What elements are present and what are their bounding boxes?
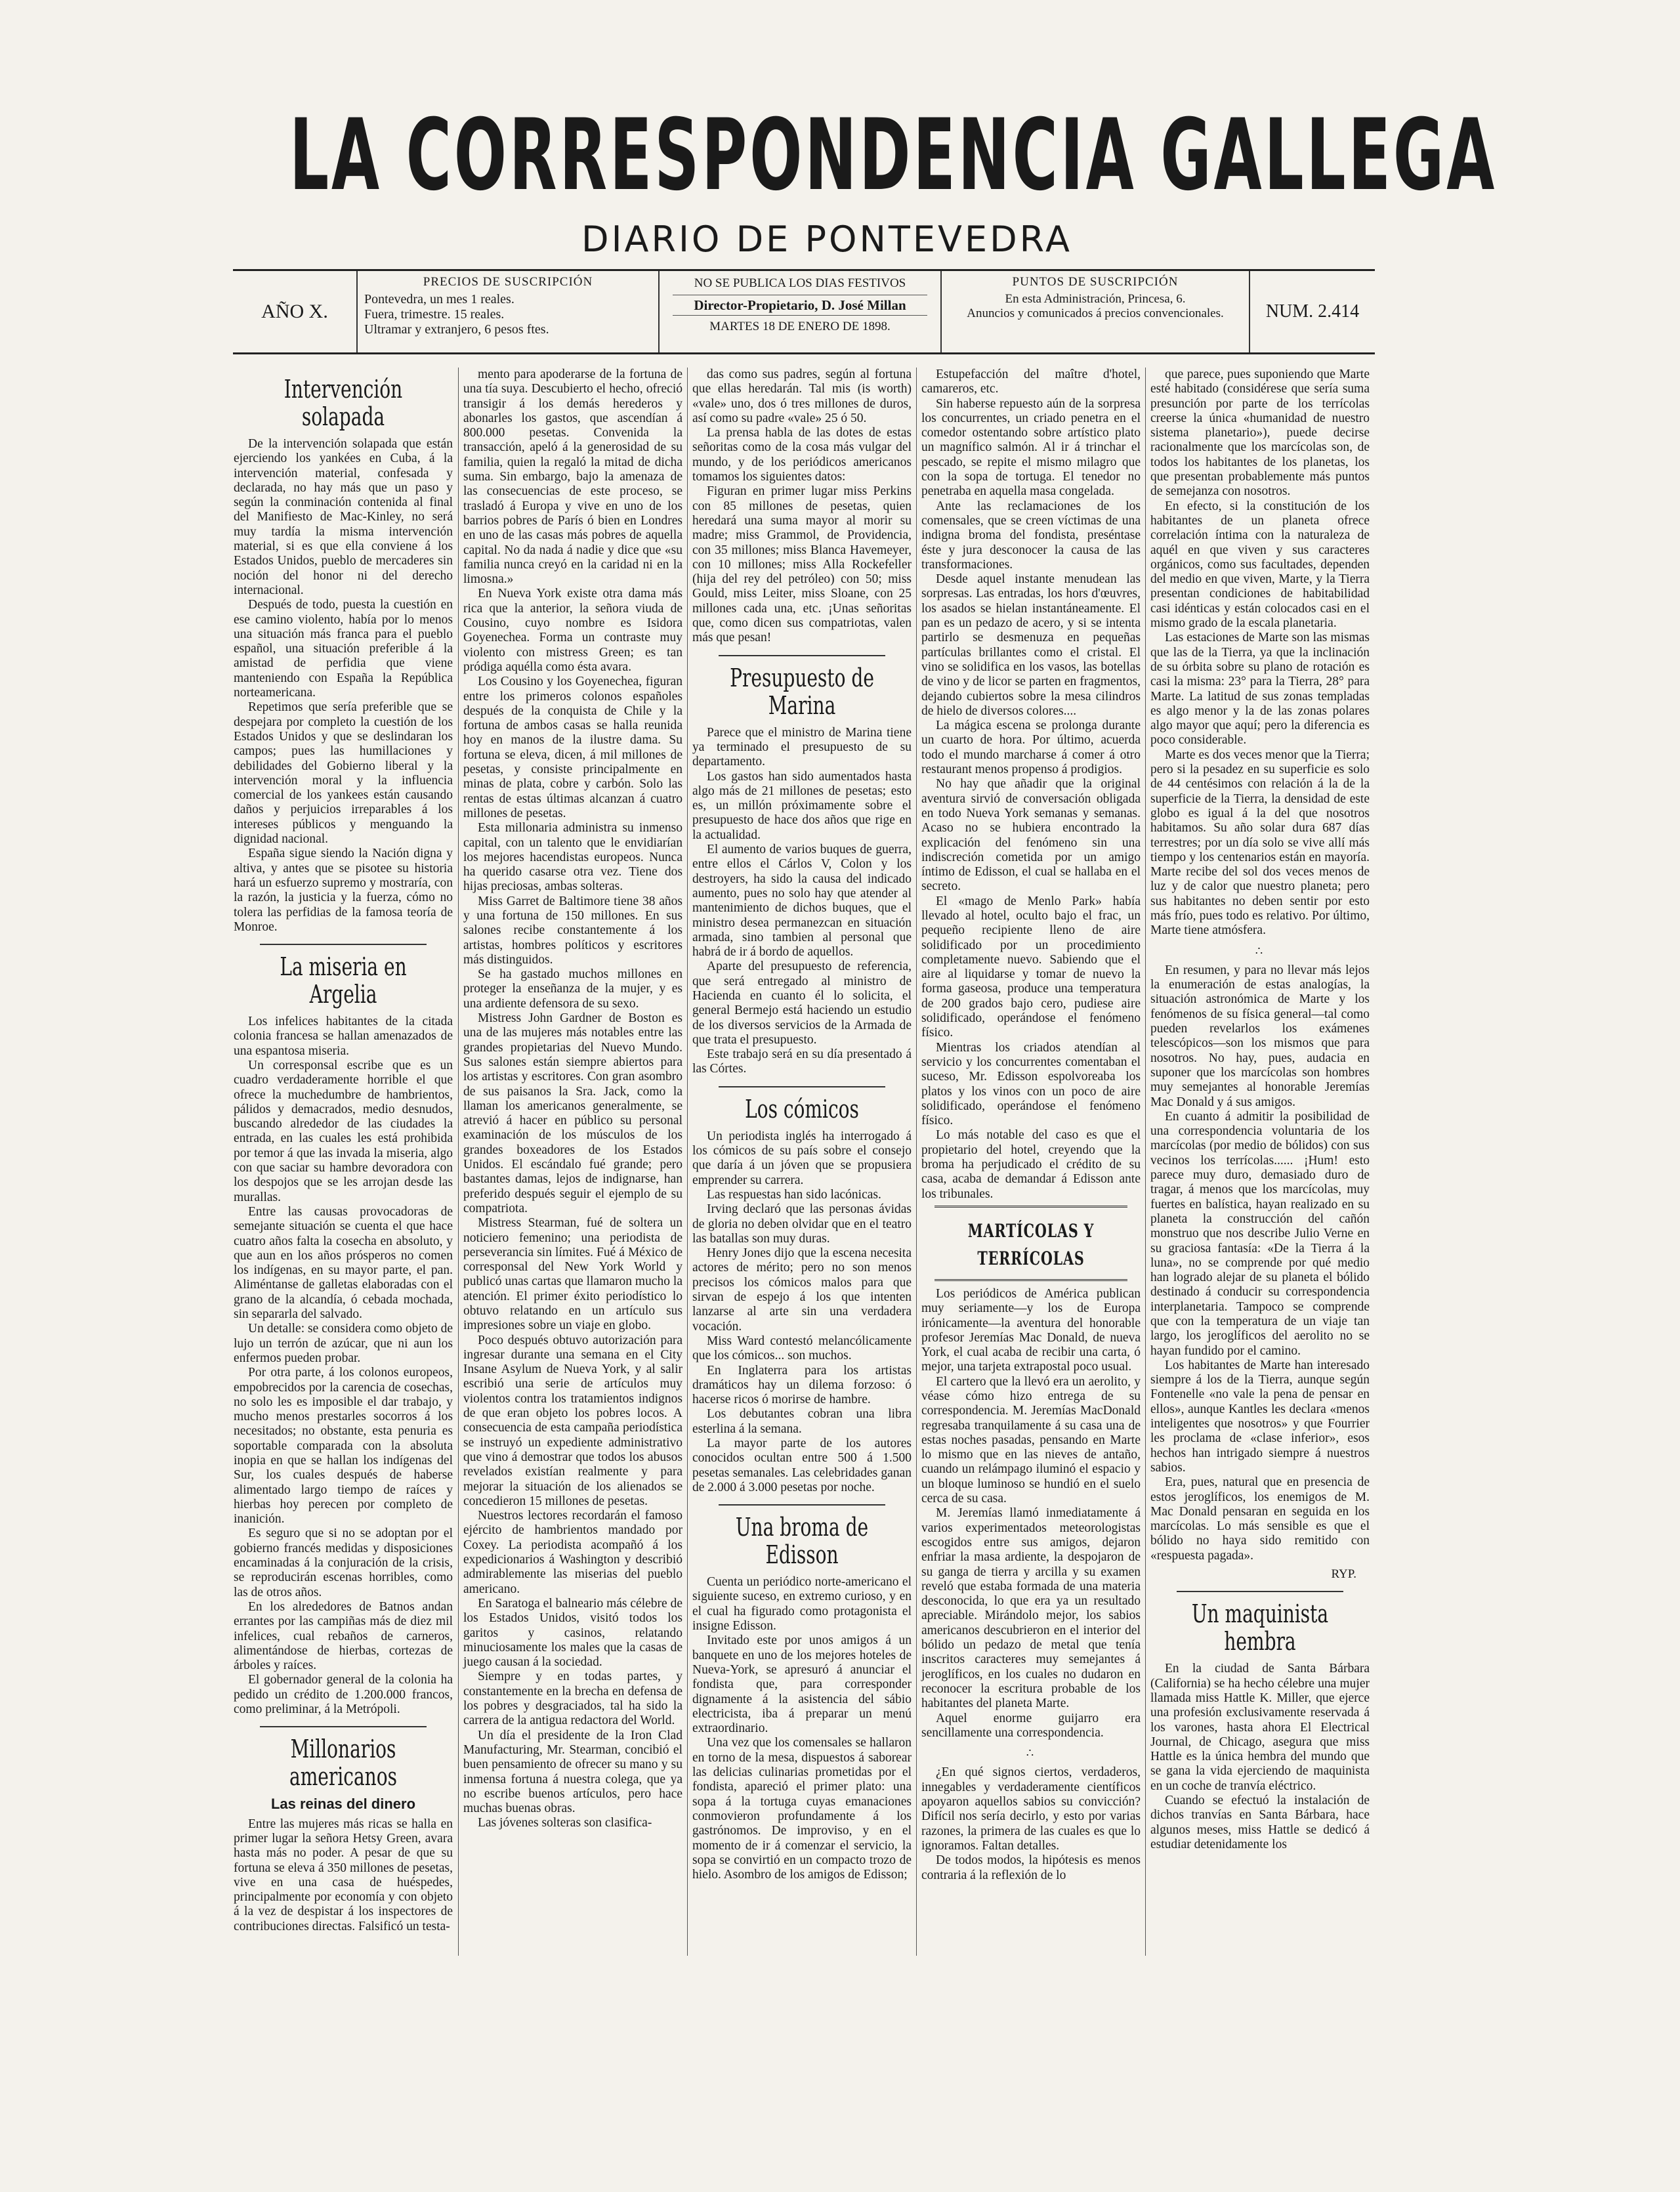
masthead xyxy=(289,98,1498,213)
subscription-points xyxy=(942,271,1250,352)
paragraph: ¿En qué signos ciertos, verdaderos, innegables y verdaderamente científicos apoyaron aquellos sabios su convicción? Difícil nos sería decirlo, y esto por varias razones, la primera de las cuales es que lo ignoramos. Faltan detalles. xyxy=(921,1765,1141,1853)
paragraph: El cartero que la llevó era un aerolito, y véase cómo hizo entrega de su correspondencia. M. Jeremías MacDonald regresaba tranquilamente á su casa una de estas noches pasadas, pensando en Marte lo mismo que en las nieves de antaño, cuando un relámpago iluminó el espacio y un bloque luminoso se hundió en el suelo cerca de su casa. xyxy=(921,1374,1141,1506)
paragraph: El «mago de Menlo Park» había llevado al hotel, oculto bajo el frac, un pequeño recipiente lleno de aire solidificado por un procedimiento completamente nuevo. Sabiendo que el aire al liquidarse y tomar de nuevo la forma gaseosa, produce una temperatura de 200 grados bajo cero, pudiese aire solidificado, operándose el fenómeno físico. xyxy=(921,894,1141,1040)
asterism-icon: ∴ xyxy=(1026,1746,1036,1760)
paragraph: Marte es dos veces menor que la Tierra; pero si la pesadez en su superficie es solo de 44 centésimos con relación á la de la superficie de la Tierra, la densidad de este globo es igual á la del que nosotros habitamos. Su año solar dura 687 días terrestres; por un día solo se vive allí más tiempo y los centenarios están en mayoría. Marte recibe del sol dos veces menos de luz y de calor que nuestro planeta; pero sus habitantes no deben sentir por esto más frío, pues todo es relativo. Por último, Marte tiene atmósfera. xyxy=(1150,748,1370,938)
paragraph: Aparte del presupuesto de referencia, que será entregado al ministro de Hacienda en cuanto él lo solicita, el general Bermejo está haciendo un estudio de los diversos servicios de la Armada de que trata el presupuesto. xyxy=(692,959,912,1047)
paragraph: Ante las reclamaciones de los comensales, que se creen víctimas de una indigna broma del fondista, preséntase éste y jura desconocer la causa de las transformaciones. xyxy=(921,499,1141,572)
headline-millonarios: Millonarios americanos xyxy=(289,1735,397,1792)
issue-date: MARTES 18 DE ENERO DE 1898. xyxy=(709,320,891,333)
paragraph: mento para apoderarse de la fortuna de una tía suya. Descubierto el hecho, ofreció transigir á los demás herederos y abonarles los gastos, que ascendían á 800.000 pesetas. Convenida la transacción, apeló á la generosidad de su familia, quien la regaló la mitad de dicha suma. Sin embargo, bajo la amenaza de las consecuencias de este proceso, se trasladó á Europa y vive en uno de los barrios pobres de París ó bien en Londres en uno de las casas más pobres de aquella capital. No da nada á nadie y dice que «su familia nunca creyó en la caridad ni en la limosna.» xyxy=(463,368,682,587)
headline-maquinista-hembra: Un maquinista hembra xyxy=(1191,1599,1329,1656)
paragraph: Estupefacción del maître d'hotel, camareros, etc. xyxy=(921,368,1141,396)
paragraph: No hay que añadir que la original aventura sirvió de conversación obligada en todo Nueva York semanas y semanas. Acaso no se hubiera encontrado la explicación del fenómeno sin una indiscreción cometida por un amigo íntimo de Edisson, el cual se hallaba en el secreto. xyxy=(921,777,1141,894)
no-festivos-notice: NO SE PUBLICA LOS DIAS FESTIVOS xyxy=(694,276,906,290)
newspaper-title: LA CORRESPONDENCIA GALLEGA xyxy=(289,98,1498,213)
headline-intervencion: Intervención solapada xyxy=(284,375,403,431)
column-4 xyxy=(921,368,1141,1956)
column-rule xyxy=(1145,368,1146,1956)
paragraph: De la intervención solapada que están ejerciendo los yankées en Cuba, á la intervención material, confesada y declarada, no hay más que un paso y según la conminación contenida al final del Manifiesto de Mac-Kinley, no será muy tardía la misma intervención material, si es que ella conviene á los Estados Unidos, pueblo de mercaderes sin noción del honor ni del derecho internacional. xyxy=(234,437,453,597)
paragraph: En Nueva York existe otra dama más rica que la anterior, la señora viuda de Cousino, cuyo nombre es Isidora Goyenechea. Forma un contraste muy violento con mistress Green; es tan pródiga aquélla como ésta avara. xyxy=(463,587,682,674)
paragraph: En cuanto á admitir la posibilidad de una correspondencia voluntaria de los marcícolas (por medio de bólidos) con sus vecinos los terrícolas...... ¡Hum! esto parece muy duro, demasiado duro de tragar, á menos que los marcícolas, muy fuertes en balística, hayan realizado en su planeta la construcción del cañón monstruo que nos describe Julio Verne en su graciosa fantasía: «De la Tierra á la luna», no se comprende por qué medio han logrado alejar de su planeta el bólido destinado á conducir su correspondencia interplanetaria. Tampoco se comprende que con la temperatura de un viaje tan largo, los jeroglíficos del aerolito no se hayan fundido por el camino. xyxy=(1150,1109,1370,1358)
paragraph: Parece que el ministro de Marina tiene ya terminado el presupuesto de su departamento. xyxy=(692,725,912,769)
paragraph: Lo más notable del caso es que el propietario del hotel, creyendo que la broma ha perjudicado el crédito de su casa, acaba de demandar á Edisson ante los tribunales. xyxy=(921,1128,1141,1201)
headline-marticolas: MARTÍCOLAS Y TERRÍCOLAS xyxy=(967,1219,1095,1269)
paragraph: das como sus padres, según al fortuna que ellas heredarán. Tal mis (is worth) «vale» uno, dos ó tres millones de duros, así como su padre «vale» 25 ó 50. xyxy=(692,368,912,425)
paragraph: Nuestros lectores recordarán el famoso ejército de hambrientos mandado por Coxey. La periodista acompañó á los expedicionarios á Washington y describió admirablemente las miserias del pueblo americano. xyxy=(463,1509,682,1596)
column-rule xyxy=(458,368,459,1956)
paragraph: La prensa habla de las dotes de estas señoritas como de la cosa más vulgar del mundo, y de los periódicos americanos tomamos los siguientes datos: xyxy=(692,426,912,484)
paragraph: La mayor parte de los autores conocidos ocultan entre 500 á 1.500 pesetas semanales. Las celebridades ganan de 2.000 á 3.000 pesetas por noche. xyxy=(692,1437,912,1494)
column-3 xyxy=(692,368,912,1956)
divider xyxy=(934,1279,1127,1283)
paragraph: Un día el presidente de la Iron Clad Manufacturing, Mr. Stearman, concibió el buen pensamiento de ofrecer su mano y su inmensa fortuna á nuestra colega, que ya no escribe buenos artículos, pero hace muchas buenas obras. xyxy=(463,1728,682,1816)
year-label: AÑO X. xyxy=(233,271,358,352)
paragraph: Los periódicos de América publican muy seriamente—y los de Europa irónicamente—la aventura del honorable profesor Jeremías Mac Donald, de nueva York, el cual acaba de recibir una carta, ó mejor, una tarjeta extrapostal poco usual. xyxy=(921,1286,1141,1374)
paragraph: Un periodista inglés ha interrogado á los cómicos de su país sobre el consejo que daría á un jóven que se propusiera emprender su carrera. xyxy=(692,1129,912,1187)
paragraph: Mistress Stearman, fué de soltera un noticiero femenino; una periodista de perseverancia sin límites. Fué á México de corresponsal del New York World y publicó unas cartas que llamaron mucho la atención. El primer éxito periodístico lo obtuvo relatando en un artículo sus impresiones sobre un viaje en globo. xyxy=(463,1216,682,1333)
paragraph: Figuran en primer lugar miss Perkins con 85 millones de pesetas, quien heredará una suma mayor al morir su madre; miss Grammol, de Providencia, con 35 millones; miss Blanca Havemeyer, con 10 millones; miss Alla Rockefeller (hija del rey del petróleo) con 50; miss Gould, miss Leiter, miss Sloane, con 25 millones cada una, etc. ¡Unas señoritas que, como dicen sus compatriotas, valen más que pesan! xyxy=(692,484,912,645)
paragraph: En Saratoga el balneario más célebre de los Estados Unidos, visitó todos los garitos y casinos, relatando minuciosamente los males que la casas de juego causan á la sociedad. xyxy=(463,1596,682,1670)
subheadline-reinas-dinero: Las reinas del dinero xyxy=(270,1796,416,1813)
paragraph: Las jóvenes solteras son clasifica- xyxy=(478,1816,652,1830)
info-bar xyxy=(233,269,1375,354)
paragraph: En resumen, y para no llevar más lejos la enumeración de estas analogías, la situación astronómica de Marte y los fenómenos de su física general—tal como pueden revelarlos los exámenes telescópicos—son los mismos que para nosotros. No hay, pues, audacia en suponer que los marcícolas son hombres muy semejantes al honorable Jeremías Mac Donald y á sus amigos. xyxy=(1150,963,1370,1109)
paragraph: Los debutantes cobran una libra esterlina á la semana. xyxy=(692,1407,912,1436)
paragraph: España sigue siendo la Nación digna y altiva, y antes que se pisotee su historia hará un esfuerzo supremo y mostraría, con la razón, la justicia y la fuerza, cómo no tolera las perfidias de la famosa teoría de Monroe. xyxy=(234,847,453,934)
paragraph: Entre las mujeres más ricas se halla en primer lugar la señora Hetsy Green, avara hasta más no poder. A pesar de que su fortuna se eleva á 350 millones de pesetas, vive en una casa de huéspedes, principalmente por economía y con objeto á la vez de despistar á los inspectores de contribuciones directas. Falsificó un testa- xyxy=(234,1817,453,1933)
column-rule xyxy=(687,368,688,1956)
paragraph: Aquel enorme guijarro era sencillamente una correspondencia. xyxy=(921,1711,1141,1740)
paragraph: De todos modos, la hipótesis es menos contraria á la reflexión de lo xyxy=(921,1853,1141,1882)
column-2 xyxy=(463,368,682,1956)
divider xyxy=(719,1504,885,1506)
paragraph: Después de todo, puesta la cuestión en ese camino violento, había por lo menos una situación más franca para el pueblo español, una situación preferible á la amistad de perfidia que viene manteniendo con España la República norteamericana. xyxy=(234,598,453,700)
paragraph: Un corresponsal escribe que es un cuadro verdaderamente horrible el que ofrece la muchedumbre de hambrientos, pálidos y demacrados, medio desnudos, buscando alrededor de las ciudades la entrada, en las cuales les está prohibida por temor á que las invada la miseria, algo con que saciar su hambre devoradora con los despojos que se les arrojan desde las murallas. xyxy=(234,1058,453,1204)
column-5 xyxy=(1150,368,1370,1956)
paragraph: Cuando se efectuó la instalación de dichos tranvías en Santa Bárbara, hace algunos meses, miss Hattle se dedicó á estudiar detenidamente los xyxy=(1150,1794,1370,1851)
headline-broma-edisson: Una broma de Edisson xyxy=(735,1513,869,1570)
director-line: Director-Propietario, D. José Millan xyxy=(673,295,927,316)
paragraph: Esta millonaria administra su inmenso capital, con un talento que le envidiarían los mejores hacendistas europeos. Nunca ha querido casarse otra vez. Tiene dos hijas preciosas, ambas solteras. xyxy=(463,821,682,894)
paragraph: En Inglaterra para los artistas dramáticos hay un dilema forzoso: ó hacerse ricos ó morirse de hambre. xyxy=(692,1363,912,1407)
points-heading: PUNTOS DE SUSCRIPCIÓN xyxy=(1012,275,1179,289)
subscription-prices xyxy=(358,271,660,352)
paragraph: Henry Jones dijo que la escena necesita actores de mérito; pero no son menos precisos los cómicos malos para que sirvan de espejo á los que intenten lanzarse al arte sin una verdadera vocación. xyxy=(692,1246,912,1334)
headline-comicos: Los cómicos xyxy=(745,1094,859,1124)
paragraph: El gobernador general de la colonia ha pedido un crédito de 1.200.000 francos, como preliminar, á la Metrópoli. xyxy=(234,1673,453,1717)
paragraph: Poco después obtuvo autorización para ingresar durante una semana en el City Insane Asylum de Nueva York, y al salir escribió una serie de artículos muy violentos contra los tratamientos indignos de que eran objeto los pobres locos. A consecuencia de esta campaña periodística se instruyó un expediente administrativo que vino á demostrar que todos los abusos revelados existían realmente y para mejorar la situación de los alienados se concedieron 15 millones de pesetas. xyxy=(463,1333,682,1508)
divider xyxy=(260,1726,427,1727)
paragraph: En la ciudad de Santa Bárbara (California) se ha hecho célebre una mujer llamada miss Hattle K. Miller, que ejerce una profesión exclusivamente reservada á los varones, hasta ahora El Electrical Journal, de Chicago, asegura que miss Hattle es la única hembra del mundo que se gana la vida ejerciendo de maquinista en un coche de tranvía eléctrico. xyxy=(1150,1662,1370,1793)
price-line: Pontevedra, un mes 1 reales. xyxy=(364,292,514,306)
column-rule xyxy=(916,368,917,1956)
paragraph: Miss Garret de Baltimore tiene 38 años y una fortuna de 150 millones. En sus salones recibe constantemente á los artistas, hombres políticos y escritores más distinguidos. xyxy=(463,894,682,967)
paragraph: Las respuestas han sido lacónicas. xyxy=(707,1187,881,1202)
headline-miseria-argelia: La miseria en Argelia xyxy=(280,952,407,1009)
prices-heading: PRECIOS DE SUSCRIPCIÓN xyxy=(423,275,593,289)
paragraph: Los gastos han sido aumentados hasta algo más de 21 millones de pesetas; esto es, un millón próximamente sobre el presupuesto de hace dos años que rige en la actualidad. xyxy=(692,769,912,842)
paragraph: La mágica escena se prolonga durante un cuarto de hora. Por último, acuerda todo el mundo marcharse á comer á otro restaurant menos propenso á prodigios. xyxy=(921,719,1141,777)
asterism-icon: ∴ xyxy=(1255,944,1265,958)
paragraph: Es seguro que si no se adoptan por el gobierno francés medidas y disposiciones encaminadas á la conjuración de la crisis, se reproducirán escenas horribles, como las de otros años. xyxy=(234,1527,453,1599)
column-1 xyxy=(234,368,453,1956)
divider xyxy=(719,1086,885,1087)
divider xyxy=(260,944,427,945)
paragraph: Mientras los criados atendían al servicio y los concurrentes comentaban el suceso, Mr. Edisson espolvoreaba los platos y los vinos con un poco de aire solidificado, operándose el fenómeno físico. xyxy=(921,1040,1141,1128)
paragraph: Desde aquel instante menudean las sorpresas. Las entradas, los hors d'œuvres, los asados se hielan instantáneamente. El pan es un pedazo de acero, y si se intenta partirlo se desmenuza en pequeñas partículas brillantes como el cristal. El vino se solidifica en los vasos, las botellas de vino y de licor se parten en fragmentos, dejando cubiertos sobre la mesa cilindros de hielo de diversos colores.... xyxy=(921,572,1141,718)
paragraph: El aumento de varios buques de guerra, entre ellos el Cárlos V, Colon y los destroyers, ha sido la causa del indicado aumento, pues no solo hay que atender al mantenimiento de dichos buques, que el ministro desea permanezcan en situación armada, sino tambien al personal que habrá de ir á bordo de aquellos. xyxy=(692,843,912,959)
paragraph: Invitado este por unos amigos á un banquete en uno de los mejores hoteles de Nueva-York, se apresuró á anunciar el fondista que, para corresponder dignamente á la asistencia del sábio electricista, iba á preparar un menú extraordinario. xyxy=(692,1633,912,1736)
price-line: Ultramar y extranjero, 6 pesos ftes. xyxy=(364,322,549,337)
paragraph: que parece, pues suponiendo que Marte esté habitado (considérese que sería suma presunción por parte de los terrícolas creerse la única «humanidad de nuestro sistema planetario»), puede decirse racionalmente que los marcícolas son, de todos los habitantes de los planetas, los que presentan probablemente más puntos de semejanza con nosotros. xyxy=(1150,368,1370,499)
paragraph: Se ha gastado muchos millones en proteger la enseñanza de la mujer, y es una ardiente defensora de su sexo. xyxy=(463,967,682,1011)
paragraph: Repetimos que sería preferible que se despejara por completo la cuestión de los Estados Unidos y que se deslindaran los campos; pues las humillaciones y debilidades del Gobierno liberal y la intervención moral y la influencia comercial de los yankees están causando daños y perjuicios irreparables á los intereses públicos y menguando la dignidad nacional. xyxy=(234,700,453,847)
paragraph: Irving declaró que las personas ávidas de gloria no deben olvidar que en el teatro las batallas son muy duras. xyxy=(692,1202,912,1246)
paragraph: En efecto, si la constitución de los habitantes de un planeta ofrece correlación íntima con la naturaleza de aquél en que viven y sus caracteres orgánicos, como sus facultades, dependen del medio en que viven, Marte, y la Tierra presentan condiciones de habitabilidad casi idénticas y están colocados casi en el mismo grado de la escala planetaria. xyxy=(1150,499,1370,631)
points-line: En esta Administración, Princesa, 6. xyxy=(1005,292,1186,306)
paragraph: Los habitantes de Marte han interesado siempre á los de la Tierra, aunque según Fontenelle «no vale la pena de pensar en ellos», aunque Kantles les declara «menos inteligentes que nosotros» y que Fourrier les proclama de «clase inferior», esos hechos han intrigado siempre á nuestros sabios. xyxy=(1150,1358,1370,1475)
issue-number: NUM. 2.414 xyxy=(1265,301,1360,322)
paragraph: Los Cousino y los Goyenechea, figuran entre los primeros colonos españoles después de la conquista de Chile y la fortuna de ambos casas se halla reunida hoy en manos de la ilustre dama. Su fortuna se eleva, dicen, á mil millones de pesetas, y consiste principalmente en minas de plata, cobre y carbón. Solo las rentas de estas últimas alcanzan á cuatro millones de pesetas. xyxy=(463,675,682,820)
divider xyxy=(1177,1591,1343,1592)
paragraph: Entre las causas provocadoras de semejante situación se cuenta el que hace cuatro años falta la cosecha en absoluto, y que aun en los años prósperos no comen los indígenas, en su mayor parte, el pan. Aliméntanse de galletas elaboradas con el grano de la alcandía, ó cebada mochada, sin separarla del salvado. xyxy=(234,1204,453,1322)
paragraph: En los alrededores de Batnos andan errantes por las campiñas más de diez mil infelices, cual rebaños de carneros, alimentándose de hierbas, cortezas de árboles y raíces. xyxy=(234,1599,453,1673)
paragraph: Los infelices habitantes de la citada colonia francesa se hallan amenazados de una espantosa miseria. xyxy=(234,1015,453,1058)
article-columns xyxy=(230,368,1372,1956)
publication-info xyxy=(660,271,942,352)
paragraph: Siempre y en todas partes, y constantemente en la brecha en defensa de los pobres y desgraciados, tal ha sido la carrera de la antigua redactora del World. xyxy=(463,1670,682,1728)
price-line: Fuera, trimestre. 15 reales. xyxy=(364,307,505,322)
paragraph: Este trabajo será en su día presentado á las Córtes. xyxy=(692,1047,912,1076)
paragraph: Una vez que los comensales se hallaron en torno de la mesa, dispuestos á saborear las delicias culinarias prometidas por el fondista, apareció el primer plato: una sopa á la tortuga cuyas emanaciones conmovieron profundamente á los gastrónomos. De improviso, y en el momento de ir á comenzar el servicio, la sopa se convirtió en un compacto trozo de hielo. Asombro de los amigos de Edisson; xyxy=(692,1736,912,1882)
divider xyxy=(719,655,885,656)
paragraph: Mistress John Gardner de Boston es una de las mujeres más notables entre las grandes propietarias del Nuevo Mundo. Sus salones están siempre abiertos para los artistas y escritores. Con gran asombro de sus paisanos la Sra. Jack, como la llaman los americanos generalmente, se atrevió á hacer en público su personal examinación de los músculos de los grandes boxeadores de los Estados Unidos. El escándalo fué grande; pero bastantes damas, lejos de indignarse, han preferido después seguir el ejemplo de su compatriota. xyxy=(463,1011,682,1215)
paragraph: Era, pues, natural que en presencia de estos jeroglíficos, los enemigos de M. Mac Donald pensaran en seguida en los marcícolas. Lo más sensible es que el bólido no haya sido remitido con «respuesta pagada». xyxy=(1150,1475,1370,1563)
paragraph: Miss Ward contestó melancólicamente que los cómicos... son muchos. xyxy=(692,1334,912,1363)
paragraph: Las estaciones de Marte son las mismas que las de la Tierra, ya que la inclinación de su órbita sobre su plano de rotación es casi la misma: 23° para la Tierra, 28° para Marte. La latitud de sus zonas templadas es algo menor y la de las zonas polares algo mayor que aquí; pero la diferencia es poco considerable. xyxy=(1150,631,1370,748)
paragraph: Sin haberse repuesto aún de la sorpresa los concurrentes, un criado penetra en el comedor ostentando sobre artístico plato un magnífico salmón. Al ir á trinchar el pescado, se repite el mismo milagro que con la sopa de tortuga. El tenedor no penetraba en aquella masa congelada. xyxy=(921,396,1141,499)
paragraph: Un detalle: se considera como objeto de lujo un terrón de azúcar, que ni aun los enfermos pueden probar. xyxy=(234,1322,453,1365)
newspaper-subtitle: DIARIO DE PONTEVEDRA xyxy=(581,219,1072,260)
headline-presupuesto-marina: Presupuesto de Marina xyxy=(730,663,874,720)
divider xyxy=(934,1206,1127,1210)
points-line: Anuncios y comunicados á precios convencionales. xyxy=(967,306,1224,320)
paragraph: Cuenta un periódico norte-americano el siguiente suceso, en extremo curioso, y en el cual ha figurado como protagonista el insigne Edisson. xyxy=(692,1575,912,1633)
paragraph: Por otra parte, á los colonos europeos, empobrecidos por la carencia de cosechas, no solo les es imposible el dar trabajo, y mucho menos prestarles socorros á los necesitados; no obstante, esta penuria es soportable comparada con la absoluta inopia en que se hallan los indígenas del Sur, los cuales después de haberse alimentado largo tiempo de raíces y hierbas hoy perecen por completo de inanición. xyxy=(234,1366,453,1527)
paragraph: M. Jeremías llamó inmediatamente á varios experimentados meteorologistas escogidos entre sus amigos, dejaron enfriar la masa ardiente, la despojaron de su ganga de tierra y arcilla y su examen reveló que estaba formada de una materia desconocida, lo que era ya un resultado apreciable. Mirándolo mejor, los sabios americanos descubrieron en el interior del bólido un pedazo de metal que tenía inscritos caracteres muy semejantes á jeroglíficos, en los cuales no dudaron en reconocer la escritura probable de los habitantes del planeta Marte. xyxy=(921,1506,1141,1711)
signature: RYP. xyxy=(1331,1567,1356,1582)
